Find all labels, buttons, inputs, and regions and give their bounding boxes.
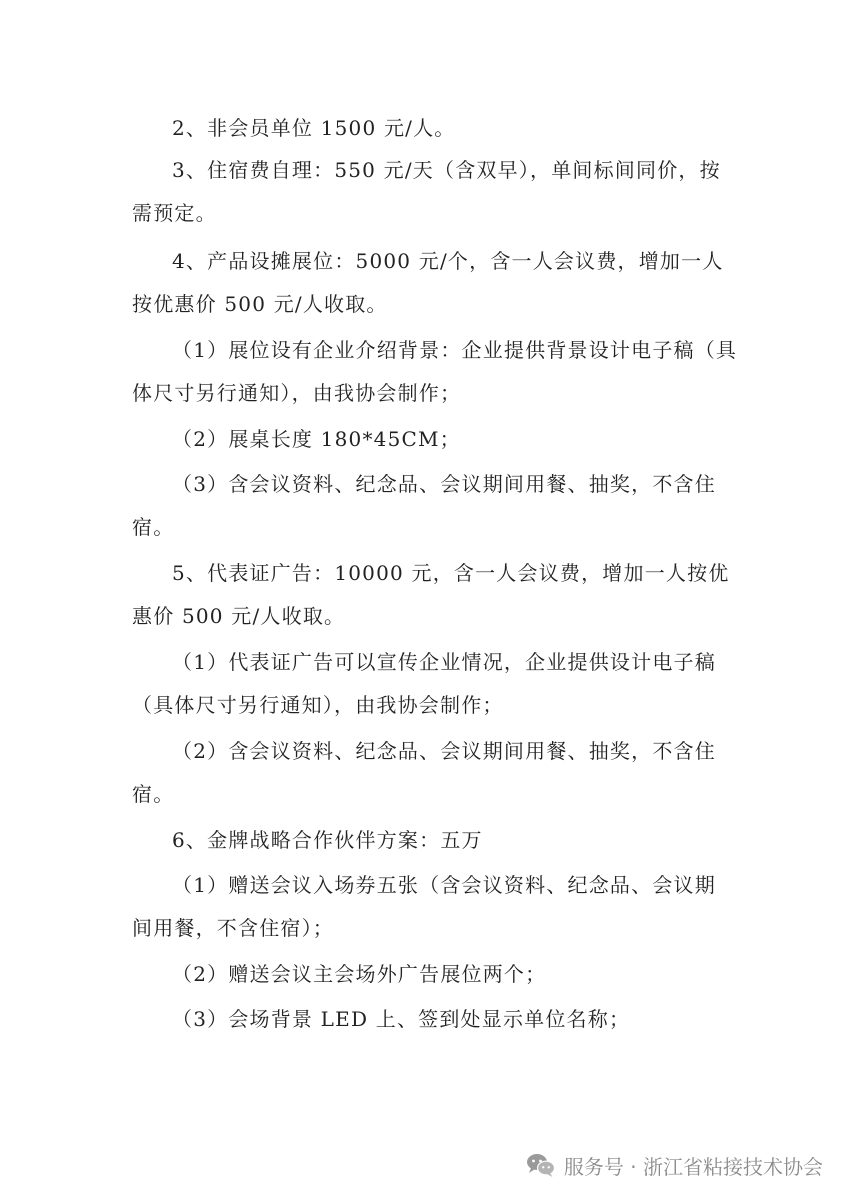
text-line: 惠价 500 元/人收取。: [132, 604, 346, 628]
watermark-text: 服务号 · 浙江省粘接技术协会: [563, 1154, 823, 1179]
text-line: 6、金牌战略合作伙伴方案：五万: [172, 828, 483, 852]
text-line: 按优惠价 500 元/人收取。: [132, 292, 388, 316]
text-line: 2、非会员单位 1500 元/人。: [172, 116, 456, 140]
text-line: 3、住宿费自理：550 元/天（含双早），单间标间同价，按: [172, 158, 721, 182]
text-line: （1）代表证广告可以宣传企业情况，企业提供设计电子稿: [172, 650, 716, 674]
text-line: （1）赠送会议入场券五张（含会议资料、纪念品、会议期: [172, 873, 716, 897]
text-line: （2）含会议资料、纪念品、会议期间用餐、抽奖，不含住: [172, 739, 716, 763]
wechat-icon: [526, 1152, 556, 1178]
text-line: （2）赠送会议主会场外广告展位两个；: [172, 962, 547, 986]
text-line: 4、产品设摊展位：5000 元/个，含一人会议费，增加一人: [172, 249, 724, 273]
text-line: 宿。: [132, 782, 175, 806]
text-line: 宿。: [132, 515, 175, 539]
watermark: [526, 1148, 823, 1182]
text-line: （1）展位设有企业介绍背景：企业提供背景设计电子稿（具: [172, 338, 738, 362]
text-line: （3）含会议资料、纪念品、会议期间用餐、抽奖，不含住: [172, 472, 716, 496]
text-line: （2）展桌长度 180*45CM；: [172, 427, 461, 451]
text-line: 间用餐，不含住宿）；: [132, 916, 334, 940]
text-line: 5、代表证广告：10000 元，含一人会议费，增加一人按优: [172, 561, 730, 585]
text-line: 体尺寸另行通知），由我协会制作；: [132, 381, 462, 405]
text-line: （具体尺寸另行通知），由我协会制作；: [132, 693, 504, 717]
text-line: 需预定。: [132, 201, 217, 225]
text-line: （3）会场背景 LED 上、签到处显示单位名称；: [172, 1007, 631, 1031]
